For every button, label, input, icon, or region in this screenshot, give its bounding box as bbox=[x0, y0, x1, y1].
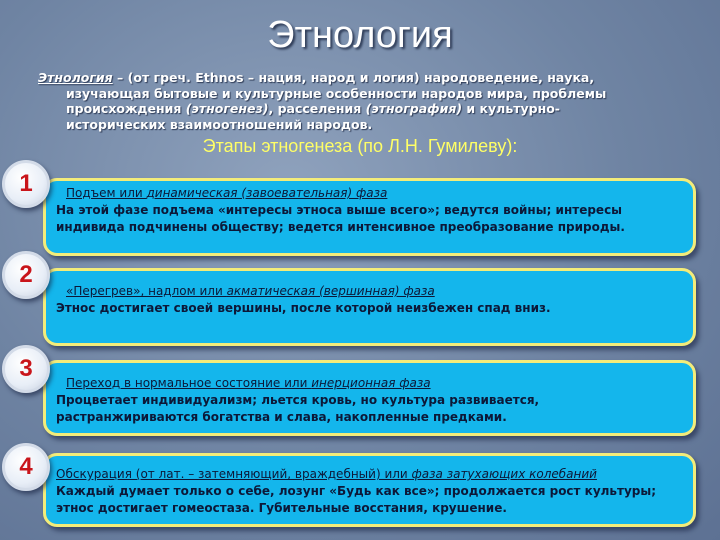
stage-1-badge: 1 bbox=[2, 160, 50, 208]
stage-1-heading: Подъем или динамическая (завоевательная) фаза bbox=[66, 186, 388, 200]
term-ethnogenesis: (этногенез) bbox=[185, 101, 269, 116]
stage-4-description: Каждый думает только о себе, лозунг «Будь как все»; продолжается рост культуры; этнос достигает гомеостаза. Губительные восстания, крушение. bbox=[56, 484, 657, 515]
term-ethnography: (этнография) bbox=[365, 101, 463, 116]
definition-line-2 bbox=[38, 86, 678, 133]
stage-2-description: Этнос достигает своей вершины, после которой неизбежен спад вниз. bbox=[56, 301, 551, 315]
stage-3-badge: 3 bbox=[2, 345, 50, 393]
stage-3-description: Процветает индивидуализм; льется кровь, но культура развивается, растранжириваются богатства и слава, накопленные предками. bbox=[56, 393, 540, 424]
page-title: Этнология bbox=[267, 14, 453, 56]
definition-term: Этнология bbox=[38, 70, 113, 85]
stage-3-heading: Переход в нормальное состояние или инерционная фаза bbox=[66, 376, 431, 390]
definition-text-3b: , расселения bbox=[268, 101, 366, 116]
stage-3-box bbox=[43, 360, 696, 436]
stage-4-heading: Обскурация (от лат. – затемняющий, враждебный) или фаза затухающих колебаний bbox=[56, 467, 597, 481]
stage-1-box bbox=[43, 178, 696, 256]
stage-2-heading: «Перегрев», надлом или акматическая (вершинная) фаза bbox=[66, 284, 435, 298]
stage-2-box bbox=[43, 268, 696, 346]
definition-text bbox=[38, 70, 678, 132]
stage-4-badge: 4 bbox=[2, 443, 50, 491]
stage-1-description: На этой фазе подъема «интересы этноса выше всего»; ведутся войны; интересы индивида подчинены обществу; ведется интенсивное преобразование природы. bbox=[56, 203, 625, 234]
stage-4-box bbox=[43, 453, 696, 527]
definition-text-4: исторических взаимоотношений народов. bbox=[66, 116, 373, 132]
definition-text-3c: и культурно- bbox=[462, 101, 560, 116]
definition-text-3a: происхождения bbox=[66, 101, 186, 116]
stage-2-badge: 2 bbox=[2, 251, 50, 299]
definition-text-1: – (от греч. Ethnos – нация, народ и логия) народоведение, наука, bbox=[112, 70, 595, 85]
stages-subtitle: Этапы этногенеза (по Л.Н. Гумилеву): bbox=[202, 136, 518, 156]
definition-text-2: изучающая бытовые и культурные особенности народов мира, проблемы bbox=[66, 85, 607, 101]
